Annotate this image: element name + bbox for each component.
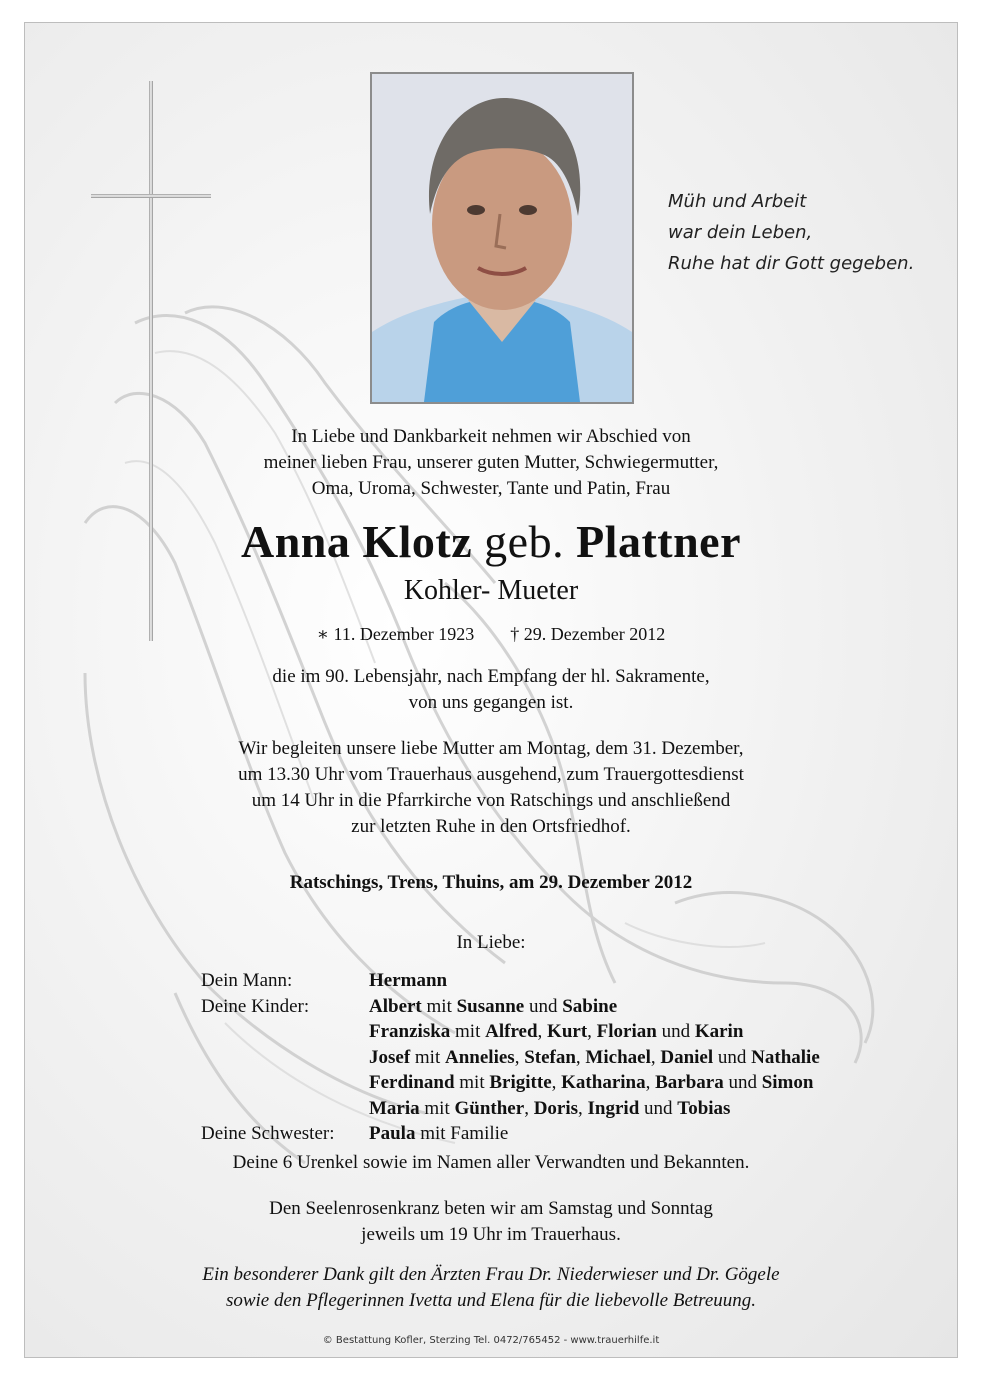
husband-name: Hermann (369, 970, 448, 991)
grandchild-name: Stefan (524, 1046, 576, 1068)
husband-label: Dein Mann: (201, 970, 293, 991)
intro-text (0, 424, 982, 502)
funeral-line: um 14 Uhr in die Pfarrkirche von Ratschings und anschließend (251, 790, 731, 811)
partner-name: Günther (454, 1097, 525, 1119)
child-name: Josef (369, 1046, 411, 1068)
death-date: † 29. Dezember 2012 (510, 624, 666, 644)
quote-line: war dein Leben, (668, 222, 813, 243)
grandchild-name: Kurt (547, 1021, 588, 1042)
grandchild-name: Ingrid (587, 1097, 640, 1119)
thanks-line: Ein besonderer Dank gilt den Ärzten Frau Dr. Niederwieser und Dr. Gögele (202, 1264, 780, 1285)
word-mit: mit (424, 1097, 450, 1119)
children-label: Deine Kinder: (201, 995, 310, 1017)
child-name: Maria (369, 1097, 420, 1119)
grandchild-name: Sabine (562, 995, 618, 1017)
portrait-photo (370, 72, 634, 404)
partner-name: Susanne (456, 995, 525, 1017)
sister-label: Deine Schwester: (201, 1123, 335, 1144)
child-name: Franziska (369, 1021, 451, 1042)
relatives-text: Deine 6 Urenkel sowie im Namen aller Verwandten und Bekannten. (232, 1152, 750, 1173)
grandchild-name: Katharina (561, 1072, 646, 1093)
in-liebe-heading: In Liebe: (456, 932, 526, 953)
family-row-sister (201, 1121, 820, 1147)
footer-credit: © Bestattung Kofler, Sterzing Tel. 0472/765452 - www.trauerhilfe.it (322, 1335, 660, 1346)
life-year-text (0, 664, 982, 716)
portrait-image (372, 74, 632, 402)
family-list (201, 968, 820, 1147)
family-row-husband (201, 968, 820, 994)
rosary-line: jeweils um 19 Uhr im Trauerhaus. (361, 1224, 621, 1245)
word-und: und (528, 995, 558, 1017)
birth-date: ∗ 11. Dezember 1923 (316, 624, 475, 644)
nickname: Kohler- Mueter (403, 575, 579, 606)
grandchild-name: Nathalie (751, 1046, 820, 1068)
rosary-line: Den Seelenrosenkranz beten wir am Samstag und Sonntag (269, 1198, 713, 1219)
grandchild-name: Simon (761, 1072, 814, 1093)
name-geb: geb. (484, 516, 565, 567)
thanks-line: sowie den Pflegerinnen Ivetta und Elena für die liebevolle Betreuung. (225, 1290, 757, 1311)
sister-name: Paula (369, 1123, 416, 1144)
child-name: Ferdinand (369, 1072, 455, 1093)
place-date: Ratschings, Trens, Thuins, am 29. Dezember 2012 (289, 872, 693, 893)
word-und: und (644, 1097, 673, 1119)
partner-name: Annelies (445, 1046, 515, 1068)
thanks-text (0, 1262, 982, 1314)
word-mit: mit (426, 995, 452, 1017)
grandchild-name: Tobias (677, 1097, 731, 1119)
intro-line: In Liebe und Dankbarkeit nehmen wir Abschied von (291, 426, 691, 447)
rosary-text (0, 1196, 982, 1248)
word-mit: mit (455, 1021, 481, 1042)
funeral-line: Wir begleiten unsere liebe Mutter am Montag, dem 31. Dezember, (238, 738, 744, 759)
family-row-child: Ferdinand mit Brigitte, Katharina, Barbara und Simon (369, 1072, 814, 1093)
grandchild-name: Karin (694, 1021, 744, 1042)
grandchild-name: Florian (596, 1021, 657, 1042)
family-row-child: Josef mit Annelies, Stefan, Michael, Daniel und Nathalie (369, 1046, 820, 1068)
intro-line: meiner lieben Frau, unserer guten Mutter, Schwiegermutter, (263, 452, 719, 473)
word-und: und (661, 1021, 691, 1042)
word-und: und (717, 1046, 747, 1068)
child-name: Albert (369, 995, 422, 1017)
family-row-child: Franziska mit Alfred, Kurt, Florian und Karin (369, 1021, 744, 1042)
funeral-line: zur letzten Ruhe in den Ortsfriedhof. (351, 816, 631, 837)
quote-poem (668, 186, 958, 279)
grandchild-name: Doris (533, 1097, 579, 1119)
cross-horizontal-beam (91, 194, 211, 198)
quote-line: Müh und Arbeit (668, 191, 807, 212)
family-row-child: Maria mit Günther, Doris, Ingrid und Tobias (369, 1097, 731, 1119)
name-first: Anna Klotz (240, 516, 473, 567)
life-dates (0, 622, 982, 646)
quote-line: Ruhe hat dir Gott gegeben. (668, 253, 915, 274)
family-row-child (201, 994, 820, 1020)
word-mit: mit (414, 1046, 441, 1068)
sister-suffix: mit Familie (420, 1123, 509, 1144)
grandchild-name: Barbara (655, 1072, 724, 1093)
grandchild-name: Daniel (660, 1046, 714, 1068)
intro-line: Oma, Uroma, Schwester, Tante und Patin, Frau (311, 478, 671, 499)
word-und: und (728, 1072, 757, 1093)
life-year-line: die im 90. Lebensjahr, nach Empfang der hl. Sakramente, (272, 666, 710, 687)
life-year-line: von uns gegangen ist. (408, 692, 574, 713)
partner-name: Brigitte (489, 1072, 552, 1093)
deceased-name (0, 512, 982, 572)
word-mit: mit (459, 1072, 485, 1093)
partner-name: Alfred (485, 1021, 538, 1042)
funeral-line: um 13.30 Uhr vom Trauerhaus ausgehend, zum Trauergottesdienst (238, 764, 744, 785)
funeral-text (0, 736, 982, 840)
grandchild-name: Michael (585, 1046, 651, 1068)
name-birth: Plattner (576, 516, 742, 567)
